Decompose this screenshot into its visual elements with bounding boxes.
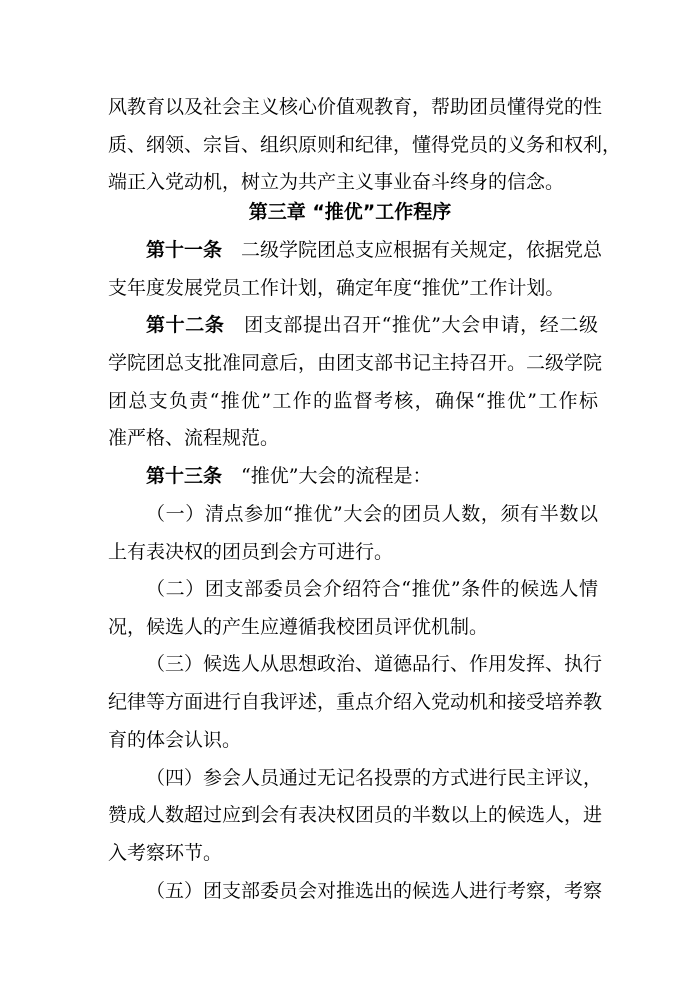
- article-label: 第十二条: [146, 314, 225, 336]
- paragraph-line: 端正入党动机，树立为共产主义事业奋斗终身的信念。: [108, 171, 565, 193]
- article-text: 二级学院团总支应根据有关规定，依据党总: [241, 239, 603, 261]
- article-11-line: [146, 238, 603, 262]
- paragraph-line: 支年度发展党员工作计划，确定年度“推优”工作计划。: [108, 277, 565, 299]
- list-item-line: 纪律等方面进行自我评述，重点介绍入党动机和接受培养教: [108, 691, 603, 713]
- chapter-heading: 第三章 “推优”工作程序: [248, 201, 452, 223]
- paragraph-line: 团总支负责“推优”工作的监督考核，确保“推优”工作标: [108, 390, 598, 412]
- list-item-line: 育的体会认识。: [108, 729, 242, 751]
- paragraph-line: 风教育以及社会主义核心价值观教育，帮助团员懂得党的性: [108, 96, 603, 118]
- paragraph-line: 准严格、流程规范。: [108, 427, 280, 449]
- article-label: 第十一条: [146, 239, 223, 261]
- list-item-line: 入考察环节。: [108, 842, 223, 864]
- article-12-line: [146, 313, 598, 337]
- list-item-line: （四）参会人员通过无记名投票的方式进行民主评议，: [146, 767, 603, 789]
- list-item-line: 赞成人数超过应到会有表决权团员的半数以上的候选人，进: [108, 804, 603, 826]
- list-item-line: 况，候选人的产生应遵循我校团员评优机制。: [108, 616, 489, 638]
- list-item-line: （三）候选人从思想政治、道德品行、作用发挥、执行: [146, 653, 603, 675]
- article-13-line: [146, 464, 598, 488]
- article-text: “推优”大会的流程是：: [241, 465, 432, 487]
- list-item-line: （一）清点参加“推优”大会的团员人数，须有半数以: [146, 503, 598, 525]
- list-item-line: 上有表决权的团员到会方可进行。: [108, 541, 394, 563]
- article-label: 第十三条: [146, 465, 223, 487]
- paragraph-line: 学院团总支批准同意后，由团支部书记主持召开。二级学院: [108, 352, 603, 374]
- list-item-line: （五）团支部委员会对推选出的候选人进行考察，考察: [146, 880, 603, 902]
- article-text: 团支部提出召开“推优”大会申请，经二级: [243, 314, 598, 336]
- paragraph-line: 质、纲领、宗旨、组织原则和纪律，懂得党员的义务和权利，: [108, 134, 622, 156]
- list-item-line: （二）团支部委员会介绍符合“推优”条件的候选人情: [146, 578, 598, 600]
